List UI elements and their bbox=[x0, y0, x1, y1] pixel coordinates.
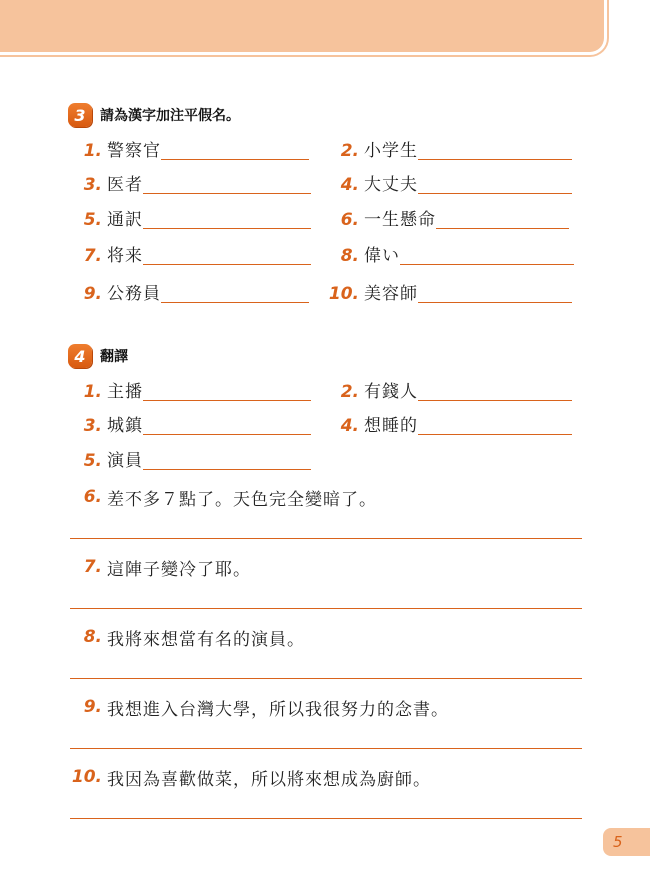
s3-item-9 bbox=[78, 281, 309, 307]
answer-blank[interactable] bbox=[418, 434, 572, 435]
answer-line[interactable] bbox=[70, 608, 582, 609]
section-3-badge: 3 bbox=[68, 103, 92, 127]
sentence-text: 這陣子變冷了耶。 bbox=[107, 559, 251, 580]
answer-blank[interactable] bbox=[143, 264, 311, 265]
item-number: 8. bbox=[83, 627, 102, 647]
item-word: 想睡的 bbox=[364, 416, 418, 436]
item-word: 偉い bbox=[364, 246, 400, 266]
item-number: 10. bbox=[328, 284, 359, 304]
answer-blank[interactable] bbox=[161, 159, 309, 160]
s3-item-1 bbox=[78, 138, 309, 164]
answer-blank[interactable] bbox=[143, 193, 311, 194]
answer-blank[interactable] bbox=[143, 228, 311, 229]
item-number: 9. bbox=[83, 284, 102, 304]
item-word: 公務員 bbox=[107, 284, 161, 304]
item-number: 10. bbox=[71, 767, 102, 787]
answer-blank[interactable] bbox=[143, 400, 311, 401]
answer-blank[interactable] bbox=[418, 302, 572, 303]
section-4-badge: 4 bbox=[68, 344, 92, 368]
item-word: 有錢人 bbox=[364, 382, 418, 402]
s3-item-10 bbox=[323, 281, 572, 307]
s4-item-3 bbox=[78, 413, 311, 439]
section-4-heading bbox=[68, 344, 128, 368]
sentence-text: 差不多７點了。天色完全變暗了。 bbox=[107, 489, 377, 510]
item-number: 2. bbox=[340, 141, 359, 161]
answer-blank[interactable] bbox=[418, 193, 572, 194]
answer-line[interactable] bbox=[70, 748, 582, 749]
item-word: 将来 bbox=[107, 246, 143, 266]
item-number: 5. bbox=[83, 210, 102, 230]
s4-sentence-9 bbox=[72, 694, 449, 720]
s3-item-4 bbox=[333, 172, 572, 198]
header-band bbox=[0, 0, 604, 52]
item-number: 3. bbox=[83, 416, 102, 436]
s3-item-2 bbox=[333, 138, 572, 164]
s4-sentence-6 bbox=[72, 484, 377, 510]
answer-blank[interactable] bbox=[143, 434, 311, 435]
item-number: 1. bbox=[83, 382, 102, 402]
item-number: 1. bbox=[83, 141, 102, 161]
s3-item-6 bbox=[333, 207, 569, 233]
section-3-title: 請為漢字加注平假名。 bbox=[100, 108, 240, 124]
sentence-text: 我想進入台灣大學，所以我很努力的念書。 bbox=[107, 699, 449, 720]
answer-blank[interactable] bbox=[418, 159, 572, 160]
section-3-heading bbox=[68, 103, 240, 127]
item-word: 美容師 bbox=[364, 284, 418, 304]
s3-item-7 bbox=[78, 243, 311, 269]
item-number: 2. bbox=[340, 382, 359, 402]
answer-blank[interactable] bbox=[143, 469, 311, 470]
s4-item-1 bbox=[78, 379, 311, 405]
item-word: 城鎮 bbox=[107, 416, 143, 436]
s3-item-5 bbox=[78, 207, 311, 233]
s3-item-3 bbox=[78, 172, 311, 198]
s4-sentence-8 bbox=[72, 624, 305, 650]
answer-line[interactable] bbox=[70, 818, 582, 819]
item-number: 3. bbox=[83, 175, 102, 195]
s3-item-8 bbox=[333, 243, 574, 269]
item-word: 演員 bbox=[107, 451, 143, 471]
section-4-title: 翻譯 bbox=[100, 349, 128, 365]
item-number: 6. bbox=[340, 210, 359, 230]
item-word: 主播 bbox=[107, 382, 143, 402]
s4-item-2 bbox=[333, 379, 572, 405]
answer-line[interactable] bbox=[70, 678, 582, 679]
item-word: 通訳 bbox=[107, 210, 143, 230]
item-number: 5. bbox=[83, 451, 102, 471]
answer-blank[interactable] bbox=[436, 228, 569, 229]
page-number: 5 bbox=[603, 828, 650, 856]
item-number: 8. bbox=[340, 246, 359, 266]
answer-blank[interactable] bbox=[161, 302, 309, 303]
answer-blank[interactable] bbox=[400, 264, 574, 265]
item-number: 7. bbox=[83, 557, 102, 577]
answer-line[interactable] bbox=[70, 538, 582, 539]
item-word: 警察官 bbox=[107, 141, 161, 161]
item-number: 4. bbox=[340, 416, 359, 436]
sentence-text: 我因為喜歡做菜，所以將來想成為廚師。 bbox=[107, 769, 431, 790]
item-number: 7. bbox=[83, 246, 102, 266]
item-word: 医者 bbox=[107, 175, 143, 195]
answer-blank[interactable] bbox=[418, 400, 572, 401]
sentence-text: 我將來想當有名的演員。 bbox=[107, 629, 305, 650]
s4-item-4 bbox=[333, 413, 572, 439]
item-number: 9. bbox=[83, 697, 102, 717]
item-word: 一生懸命 bbox=[364, 210, 436, 230]
s4-sentence-10 bbox=[66, 764, 431, 790]
item-number: 4. bbox=[340, 175, 359, 195]
item-word: 小学生 bbox=[364, 141, 418, 161]
item-number: 6. bbox=[83, 487, 102, 507]
s4-item-5 bbox=[78, 448, 311, 474]
item-word: 大丈夫 bbox=[364, 175, 418, 195]
s4-sentence-7 bbox=[72, 554, 251, 580]
